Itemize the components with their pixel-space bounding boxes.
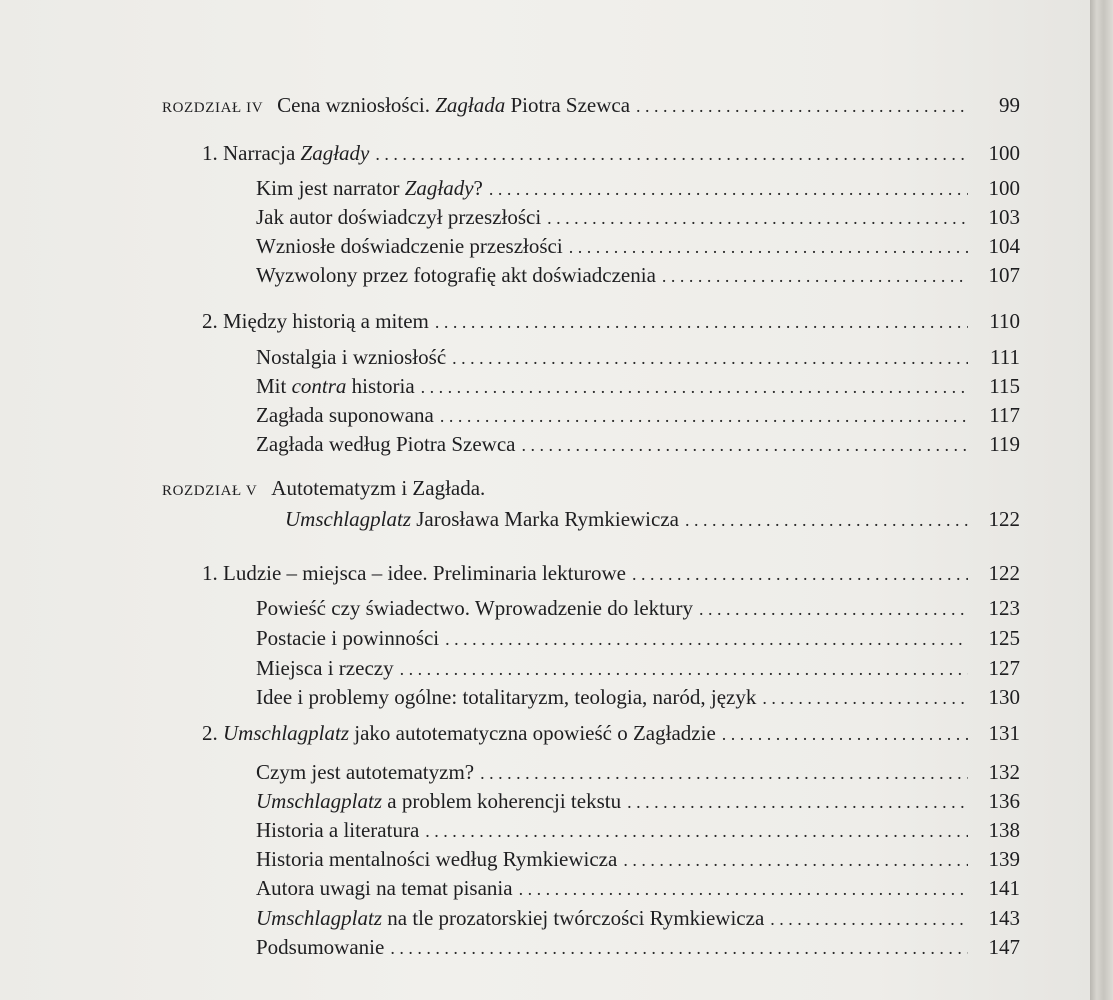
section-title: 1. Ludzie – miejsca – idee. Preliminaria lekturowe — [202, 561, 626, 585]
subsection-title: Czym jest autotematyzm? — [256, 760, 475, 784]
subsection-entry — [256, 402, 1020, 429]
subsection-entry — [256, 262, 1020, 289]
dot-leader — [452, 345, 968, 371]
page-edge — [1090, 0, 1113, 1000]
subsection-entry — [256, 846, 1020, 873]
dot-leader — [662, 263, 968, 289]
subsection-title: Powieść czy świadectwo. Wprowadzenie do lektury — [256, 596, 693, 620]
dot-leader — [425, 818, 968, 844]
subsection-title: Zagłada suponowana — [256, 403, 434, 427]
page-number: 139 — [988, 847, 1020, 871]
subsection-title: Kim jest narrator Zagłady? — [256, 176, 483, 200]
dot-leader — [632, 561, 968, 587]
subsection-title: Wzniosłe doświadczenie przeszłości — [256, 234, 563, 258]
chapter-title-line1: Autotematyzm i Zagłada. — [271, 476, 486, 500]
page-number: 136 — [988, 789, 1020, 813]
chapter-title-line2: Umschlagplatz Jarosława Marka Rymkiewicza — [285, 507, 679, 531]
subsection-title: Podsumowanie — [256, 935, 385, 959]
section-title: 2. Umschlagplatz jako autotematyczna opowieść o Zagładzie — [202, 721, 716, 745]
subsection-title: Zagłada według Piotra Szewca — [256, 432, 516, 456]
dot-leader — [636, 93, 968, 119]
subsection-entry — [256, 875, 1020, 902]
section-entry — [202, 720, 1020, 747]
dot-leader — [480, 760, 968, 786]
chapter-4-entry — [162, 92, 1020, 121]
dot-leader — [421, 374, 968, 400]
page-number: 122 — [988, 561, 1020, 585]
page-number: 127 — [988, 656, 1020, 680]
subsection-entry — [256, 175, 1020, 202]
dot-leader — [445, 626, 968, 652]
page-number: 141 — [988, 876, 1020, 900]
dot-leader — [627, 789, 968, 815]
dot-leader — [762, 685, 968, 711]
section-title: 2. Między historią a mitem — [202, 309, 429, 333]
subsection-entry — [256, 373, 1020, 400]
dot-leader — [770, 906, 968, 932]
dot-leader — [390, 935, 968, 961]
dot-leader — [569, 234, 968, 260]
page-number: 99 — [999, 93, 1020, 117]
dot-leader — [375, 141, 968, 167]
subsection-title: Postacie i powinności — [256, 626, 440, 650]
subsection-title: Idee i problemy ogólne: totalitaryzm, teologia, naród, język — [256, 685, 757, 709]
dot-leader — [440, 403, 968, 429]
page-number: 100 — [988, 176, 1020, 200]
subsection-title: Nostalgia i wzniosłość — [256, 345, 447, 369]
dot-leader — [685, 507, 968, 533]
dot-leader — [400, 656, 968, 682]
chapter-5-heading — [162, 475, 485, 504]
page-number: 132 — [988, 760, 1020, 784]
chapter-label: ROZDZIAŁ V — [162, 483, 258, 499]
dot-leader — [519, 876, 968, 902]
dot-leader — [435, 309, 968, 335]
subsection-title: Autora uwagi na temat pisania — [256, 876, 513, 900]
subsection-title: Historia mentalności według Rymkiewicza — [256, 847, 618, 871]
dot-leader — [547, 205, 968, 231]
subsection-entry — [256, 934, 1020, 961]
page-number: 123 — [988, 596, 1020, 620]
subsection-entry — [256, 905, 1020, 932]
subsection-entry — [256, 344, 1020, 371]
page-number: 130 — [988, 685, 1020, 709]
page-number: 100 — [988, 141, 1020, 165]
chapter-5-entry — [285, 506, 1020, 533]
page-number: 103 — [988, 205, 1020, 229]
dot-leader — [699, 596, 968, 622]
dot-leader — [489, 176, 968, 202]
chapter-label: ROZDZIAŁ IV — [162, 100, 264, 116]
subsection-entry — [256, 817, 1020, 844]
section-title: 1. Narracja Zagłady — [202, 141, 370, 165]
section-entry — [202, 308, 1020, 335]
dot-leader — [623, 847, 968, 873]
subsection-title: Jak autor doświadczył przeszłości — [256, 205, 542, 229]
subsection-entry — [256, 595, 1020, 622]
subsection-entry — [256, 684, 1020, 711]
page-number: 125 — [988, 626, 1020, 650]
page-number: 122 — [988, 507, 1020, 531]
section-entry — [202, 560, 1020, 587]
page-number: 104 — [988, 234, 1020, 258]
page-number: 143 — [988, 906, 1020, 930]
section-entry — [202, 140, 1020, 167]
subsection-title: Miejsca i rzeczy — [256, 656, 394, 680]
dot-leader — [522, 432, 969, 458]
page-number: 117 — [989, 403, 1020, 427]
page-number: 119 — [989, 432, 1020, 456]
subsection-title: Umschlagplatz a problem koherencji tekstu — [256, 789, 622, 813]
subsection-entry — [256, 233, 1020, 260]
subsection-entry — [256, 759, 1020, 786]
subsection-entry — [256, 204, 1020, 231]
page-number: 138 — [988, 818, 1020, 842]
subsection-entry — [256, 625, 1020, 652]
page-number: 115 — [989, 374, 1020, 398]
page-number: 147 — [988, 935, 1020, 959]
subsection-entry — [256, 431, 1020, 458]
page-number: 110 — [989, 309, 1020, 333]
subsection-title: Umschlagplatz na tle prozatorskiej twórczości Rymkiewicza — [256, 906, 765, 930]
subsection-title: Historia a literatura — [256, 818, 420, 842]
dot-leader — [722, 721, 968, 747]
page-number: 111 — [990, 345, 1020, 369]
page-number: 107 — [988, 263, 1020, 287]
subsection-entry — [256, 788, 1020, 815]
page-number: 131 — [988, 721, 1020, 745]
chapter-title: Cena wzniosłości. Zagłada Piotra Szewca — [277, 93, 631, 117]
subsection-entry — [256, 655, 1020, 682]
subsection-title: Wyzwolony przez fotografię akt doświadczenia — [256, 263, 656, 287]
subsection-title: Mit contra historia — [256, 374, 415, 398]
